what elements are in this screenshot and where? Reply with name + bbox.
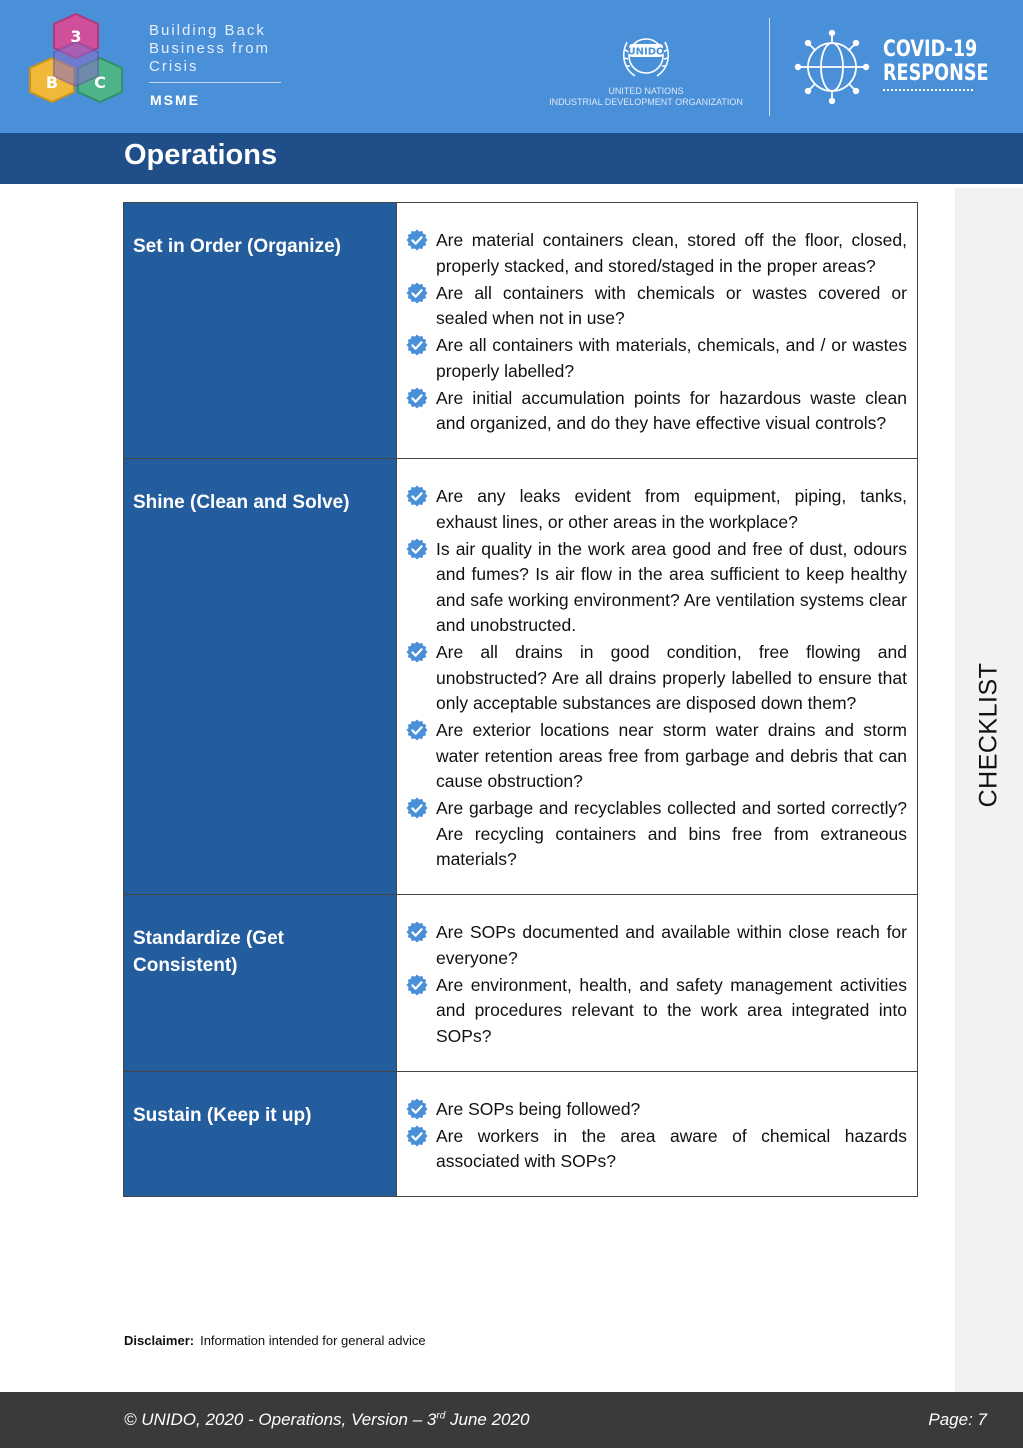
checklist-item-text: Are SOPs documented and available within close reach for everyone? <box>436 922 907 968</box>
checklist-item-text: Is air quality in the work area good and free of dust, odours and fumes? Is air flow in the area sufficient to keep healthy and safe working environment? Are ventilation systems clear and unobstructed. <box>436 538 907 635</box>
category-label: Standardize (Get Consistent) <box>133 928 284 976</box>
covid-label-line-2: RESPONSE <box>883 61 989 86</box>
checklist-item-text: Are SOPs being followed? <box>436 1098 641 1119</box>
checklist-row <box>124 203 918 459</box>
unido-org-name <box>540 86 752 108</box>
logo-letter-c: C <box>94 73 106 92</box>
checklist-item <box>406 973 907 1050</box>
items-cell <box>397 1071 918 1197</box>
verified-check-badge-icon <box>406 229 428 251</box>
checklist-items <box>397 895 917 1071</box>
checklist-row <box>124 895 918 1072</box>
bbbc-cubes-logo-icon <box>26 12 138 124</box>
checklist-row <box>124 1071 918 1197</box>
checklist-item <box>406 796 907 873</box>
checklist-item-text: Are all containers with materials, chemicals, and / or wastes properly labelled? <box>436 335 907 381</box>
logo-tagline-line-3: Crisis <box>149 58 199 75</box>
category-cell <box>124 895 397 1072</box>
checklist-item-text: Are material containers clean, stored off the floor, closed, properly stacked, and stored/staged in the proper areas? <box>436 230 907 276</box>
checklist-row <box>124 459 918 895</box>
header-divider <box>769 18 770 116</box>
checklist-items <box>397 203 917 458</box>
checklist-item <box>406 718 907 795</box>
verified-check-badge-icon <box>406 641 428 663</box>
checklist-item-text: Are environment, health, and safety management activities and procedures relevant to the work area integrated into SOPs? <box>436 974 907 1046</box>
logo-tagline <box>149 22 270 76</box>
category-cell <box>124 1071 397 1197</box>
verified-check-badge-icon <box>406 974 428 996</box>
page-title: Operations <box>124 139 278 171</box>
footer-page-number: Page: 7 <box>928 1410 987 1429</box>
covid-label-underline <box>883 89 973 91</box>
footer-date-suffix: rd <box>436 1410 446 1422</box>
unido-wordmark: UNIDO <box>627 46 665 58</box>
logo-subtitle: MSME <box>150 92 200 108</box>
checklist-item-text: Are any leaks evident from equipment, piping, tanks, exhaust lines, or other areas in the workplace? <box>436 486 907 532</box>
unido-emblem-icon <box>615 26 677 84</box>
verified-check-badge-icon <box>406 282 428 304</box>
footer-copyright <box>124 1410 529 1430</box>
disclaimer-label: Disclaimer: <box>124 1333 195 1348</box>
verified-check-badge-icon <box>406 485 428 507</box>
checklist-item-text: Are initial accumulation points for hazardous waste clean and organized, and do they have effective visual controls? <box>436 387 907 433</box>
checklist-item <box>406 228 907 279</box>
checklist-item <box>406 1097 907 1123</box>
verified-check-badge-icon <box>406 921 428 943</box>
checklist-items <box>397 459 917 894</box>
category-cell <box>124 203 397 459</box>
logo-divider <box>149 82 281 83</box>
items-cell <box>397 895 918 1072</box>
checklist-item <box>406 640 907 717</box>
category-label: Shine (Clean and Solve) <box>133 492 350 513</box>
checklist-item-text: Are exterior locations near storm water drains and storm water retention areas free from garbage and debris that can cause obstruction? <box>436 720 907 791</box>
logo-tagline-line-2: Business from <box>149 40 271 57</box>
disclaimer <box>124 1333 426 1348</box>
items-cell <box>397 459 918 895</box>
verified-check-badge-icon <box>406 1098 428 1120</box>
covid-label-line-1: COVID-19 <box>883 37 978 62</box>
unido-line-1: UNITED NATIONS <box>608 86 684 96</box>
checklist-item <box>406 333 907 384</box>
checklist-item <box>406 281 907 332</box>
logo-letter-b: B <box>45 73 59 92</box>
checklist-item-text: Are garbage and recyclables collected and sorted correctly? Are recycling containers and bins free from extraneous materials? <box>436 798 907 869</box>
checklist-item <box>406 386 907 437</box>
verified-check-badge-icon <box>406 538 428 560</box>
category-label: Set in Order (Organize) <box>133 236 341 257</box>
checklist-table <box>123 202 918 1197</box>
category-cell <box>124 459 397 895</box>
logo-tagline-line-1: Building Back <box>149 22 266 39</box>
unido-line-2: INDUSTRIAL DEVELOPMENT ORGANIZATION <box>549 97 743 107</box>
verified-check-badge-icon <box>406 1125 428 1147</box>
footer-copyright-date: June 2020 <box>445 1410 530 1429</box>
covid-globe-icon <box>790 25 874 109</box>
side-tab-label: CHECKLIST <box>974 662 1003 808</box>
checklist-item-text: Are all drains in good condition, free flowing and unobstructed? Are all drains properly labelled to ensure that only acceptable substances are disposed down them? <box>436 642 907 713</box>
checklist-item-text: Are all containers with chemicals or wastes covered or sealed when not in use? <box>436 282 907 328</box>
footer-copyright-prefix: © UNIDO, 2020 - Operations, Version – 3 <box>124 1410 437 1429</box>
checklist-item <box>406 920 907 971</box>
items-cell <box>397 203 918 459</box>
checklist-item <box>406 1124 907 1175</box>
verified-check-badge-icon <box>406 797 428 819</box>
checklist-item <box>406 537 907 639</box>
category-label: Sustain (Keep it up) <box>133 1104 312 1126</box>
verified-check-badge-icon <box>406 387 428 409</box>
checklist-items <box>397 1072 917 1197</box>
logo-letter-3: 3 <box>70 27 82 46</box>
disclaimer-text: Information intended for general advice <box>200 1333 426 1348</box>
verified-check-badge-icon <box>406 719 428 741</box>
checklist-item-text: Are workers in the area aware of chemical hazards associated with SOPs? <box>436 1125 907 1171</box>
checklist-item <box>406 484 907 535</box>
covid-response-label <box>883 38 989 86</box>
verified-check-badge-icon <box>406 334 428 356</box>
